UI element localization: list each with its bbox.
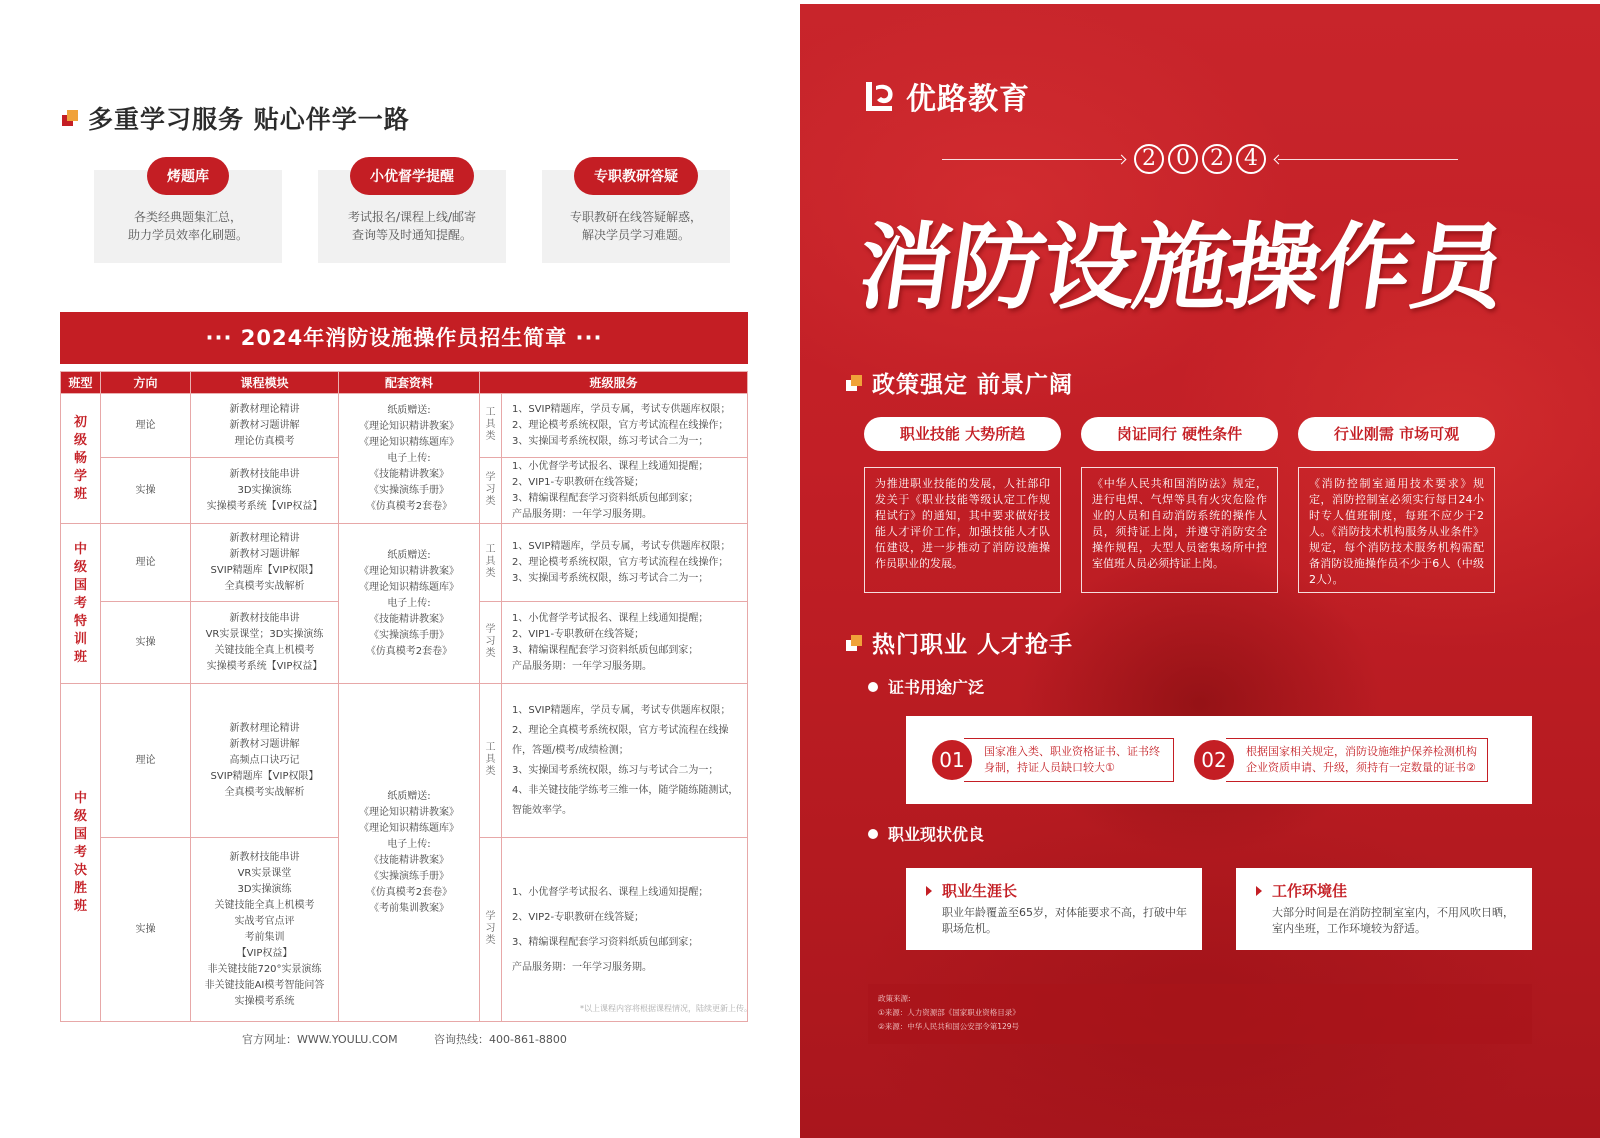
advantage-title: 职业生涯长 <box>942 882 1018 900</box>
service-cell: 1、小优督学考试报名、课程上线通知提醒； 2、VIP1-专职教研在线答疑； 3、精编课程配套学习资料纸质包邮到家； 产品服务期：一年学习服务期。 <box>502 602 748 684</box>
year-row <box>800 144 1600 174</box>
table-footnote: *以上课程内容将根据课程情况，陆续更新上传。 <box>580 1004 752 1013</box>
source-item: ①来源：人力资源部《国家职业资格目录》 <box>878 1008 1020 1017</box>
modules-cell: 新教材技能串讲 3D实操演练 实操模考系统【VIP权益】 <box>191 458 339 524</box>
year-digit: 0 <box>1168 144 1198 174</box>
services-section-title <box>62 100 410 136</box>
youlu-logo-icon <box>862 78 898 114</box>
year-digit: 2 <box>1134 144 1164 174</box>
category-cell: 学习类 <box>480 838 502 1022</box>
table-header: 班型 <box>61 372 101 394</box>
service-card-reminder <box>318 170 506 263</box>
advantage-desc: 职业年龄覆盖至65岁，对体能要求不高，打破中年职场危机。 <box>942 906 1187 935</box>
class-type-cell: 初级畅学班 <box>61 394 101 524</box>
use-item <box>932 730 1174 790</box>
logo-text: 优路教育 <box>906 82 1030 117</box>
year-badge <box>1132 144 1268 174</box>
use-number: 01 <box>932 740 972 780</box>
policy-card <box>1081 417 1278 593</box>
table-header: 方向 <box>101 372 191 394</box>
hotline-text: 咨询热线：400-861-8800 <box>434 1033 567 1046</box>
arrow-line-icon <box>1278 159 1458 160</box>
section-square-icon <box>846 375 862 391</box>
use-number: 02 <box>1194 740 1234 780</box>
category-cell: 工具类 <box>480 684 502 838</box>
source-item: ②来源：中华人民共和国公安部令第129号 <box>878 1022 1020 1031</box>
table-row <box>61 394 748 458</box>
direction-cell: 理论 <box>101 524 191 602</box>
policy-card <box>1298 417 1495 593</box>
right-page <box>800 4 1600 1138</box>
hot-section-title <box>846 626 1073 659</box>
category-cell: 学习类 <box>480 602 502 684</box>
category-cell: 工具类 <box>480 394 502 458</box>
status-subtitle: 职业现状优良 <box>868 822 984 845</box>
modules-cell: 新教材理论精讲 新教材习题讲解 高频点口诀巧记 SVIP精题库【VIP权限】 全真模考实战解析 <box>191 684 339 838</box>
advantage-desc: 大部分时间是在消防控制室室内，不用风吹日晒，室内坐班，工作环境较为舒适。 <box>1272 906 1514 935</box>
direction-cell: 实操 <box>101 458 191 524</box>
service-label: 小优督学提醒 <box>350 157 474 195</box>
materials-cell: 纸质赠送: 《理论知识精讲教案》 《理论知识精练题库》 电子上传: 《技能精讲教案》 《实操演练手册》 《仿真模考2套卷》 《考前集训教案》 <box>339 684 480 1022</box>
certificate-uses-box <box>906 716 1532 804</box>
section-square-icon <box>62 110 78 126</box>
policy-head: 岗证同行 硬性条件 <box>1081 417 1278 451</box>
use-subtitle: 证书用途广泛 <box>868 675 984 698</box>
brand-logo <box>862 74 1030 118</box>
class-type-cell: 中级国考决胜班 <box>61 684 101 1022</box>
category-cell: 学习类 <box>480 458 502 524</box>
materials-cell: 纸质赠送: 《理论知识精讲教案》 《理论知识精练题库》 电子上传: 《技能精讲教案》 《实操演练手册》 《仿真模考2套卷》 <box>339 394 480 524</box>
services-heading: 多重学习服务 贴心伴学一路 <box>88 105 410 134</box>
use-item <box>1194 730 1488 790</box>
sources-label: 政策来源: <box>878 994 911 1003</box>
course-table <box>60 371 748 1022</box>
table-header: 配套资料 <box>339 372 480 394</box>
advantage-card <box>906 868 1202 950</box>
policy-head: 行业刚需 市场可观 <box>1298 417 1495 451</box>
bullet-dot-icon <box>868 682 878 692</box>
service-card-qa <box>542 170 730 263</box>
direction-cell: 理论 <box>101 394 191 458</box>
bullet-dot-icon <box>868 829 878 839</box>
hot-heading: 热门职业 人才抢手 <box>872 632 1074 658</box>
service-cell: 1、小优督学考试报名、课程上线通知提醒； 2、VIP2-专职教研在线答疑； 3、精编课程配套学习资料纸质包邮到家； 产品服务期：一年学习服务期。 <box>502 838 748 1022</box>
table-header: 班级服务 <box>480 372 748 394</box>
policy-body: 为推进职业技能的发展，人社部印发关于《职业技能等级认定工作规程试行》的通知，其中要求做好技能人才评价工作，加强技能人才队伍建设，进一步推动了消防设施操作员职业的发展。 <box>864 467 1061 593</box>
enrollment-banner: ··· 2024年消防设施操作员招生简章 ··· <box>60 312 748 364</box>
policy-heading: 政策强定 前景广阔 <box>872 372 1074 398</box>
direction-cell: 实操 <box>101 602 191 684</box>
service-cell: 1、小优督学考试报名、课程上线通知提醒； 2、VIP1-专职教研在线答疑； 3、精编课程配套学习资料纸质包邮到家； 产品服务期：一年学习服务期。 <box>502 458 748 524</box>
arrow-line-icon <box>942 159 1122 160</box>
section-square-icon <box>846 635 862 651</box>
year-digit: 4 <box>1236 144 1266 174</box>
service-cell: 1、SVIP精题库，学员专属，考试专供题库权限； 2、理论模考系统权限，官方考试流程在线操作； 3、实操国考系统权限，练习考试合二为一； <box>502 524 748 602</box>
year-digit: 2 <box>1202 144 1232 174</box>
class-type-cell: 中级国考特训班 <box>61 524 101 684</box>
direction-cell: 实操 <box>101 838 191 1022</box>
triangle-icon <box>1256 886 1262 896</box>
modules-cell: 新教材理论精讲 新教材习题讲解 SVIP精题库【VIP权限】 全真模考实战解析 <box>191 524 339 602</box>
table-row <box>61 684 748 838</box>
direction-cell: 理论 <box>101 684 191 838</box>
service-card-question-bank <box>94 170 282 263</box>
policy-body: 《中华人民共和国消防法》规定，进行电焊、气焊等具有火灾危险作业的人员和自动消防系统的操作人员，须持证上岗，并遵守消防安全操作规程，大型人员密集场所中控室值班人员必须持证上岗。 <box>1081 467 1278 593</box>
service-label: 专职教研答疑 <box>574 157 698 195</box>
policy-card <box>864 417 1061 593</box>
modules-cell: 新教材理论精讲 新教材习题讲解 理论仿真模考 <box>191 394 339 458</box>
triangle-icon <box>926 886 932 896</box>
materials-cell: 纸质赠送: 《理论知识精讲教案》 《理论知识精练题库》 电子上传: 《技能精讲教案》 《实操演练手册》 《仿真模考2套卷》 <box>339 524 480 684</box>
service-desc: 各类经典题集汇总， 助力学员效率化刷题。 <box>127 210 248 242</box>
service-desc: 考试报名/课程上线/邮寄 查询等及时通知提醒。 <box>347 210 477 242</box>
service-label: 烤题库 <box>147 157 229 195</box>
policy-section-title <box>846 366 1073 399</box>
advantage-card <box>1236 868 1532 950</box>
service-desc: 专职教研在线答疑解惑， 解决学员学习难题。 <box>569 210 702 242</box>
category-cell: 工具类 <box>480 524 502 602</box>
table-header: 课程模块 <box>191 372 339 394</box>
service-cell: 1、SVIP精题库，学员专属，考试专供题库权限； 2、理论全真模考系统权限，官方考试流程在线操 作，答题/模考/成绩检测； 3、实操国考系统权限，练习与考试合二为一； 4、非关键技能学练考三维一体，随学随练随测试， 智能效率学。 <box>502 684 748 838</box>
website-text[interactable]: 官方网址：WWW.YOULU.COM <box>242 1033 398 1046</box>
use-text: 国家准入类、职业资格证书、证书终身制，持证人员缺口较大① <box>964 738 1174 782</box>
policy-body: 《消防控制室通用技术要求》规定，消防控制室必须实行每日24小时专人值班制度，每班不应少于2人。《消防技术机构服务从业条件》规定，每个消防技术服务机构需配备消防设施操作员不少于6人（中级2人）。 <box>1298 467 1495 593</box>
use-text: 根据国家相关规定，消防设施维护保养检测机构企业资质申请、升级，须持有一定数量的证书② <box>1226 738 1488 782</box>
modules-cell: 新教材技能串讲 VR实景课堂 3D实操演练 关键技能全真上机模考 实战考官点评 考前集训 【VIP权益】 非关键技能720°实景演练 非关键技能AI模考智能问答 实操模考系统 <box>191 838 339 1022</box>
policy-head: 职业技能 大势所趋 <box>864 417 1061 451</box>
main-title: 消防设施操作员 <box>851 213 1511 323</box>
table-row <box>61 524 748 602</box>
service-cell: 1、SVIP精题库，学员专属，考试专供题库权限； 2、理论模考系统权限，官方考试流程在线操作； 3、实操国考系统权限，练习考试合二为一； <box>502 394 748 458</box>
modules-cell: 新教材技能串讲 VR实景课堂；3D实操演练 关键技能全真上机模考 实操模考系统【VIP权益】 <box>191 602 339 684</box>
policy-sources <box>868 984 1532 1044</box>
table-header-row <box>61 372 748 394</box>
advantage-title: 工作环境佳 <box>1272 882 1348 900</box>
